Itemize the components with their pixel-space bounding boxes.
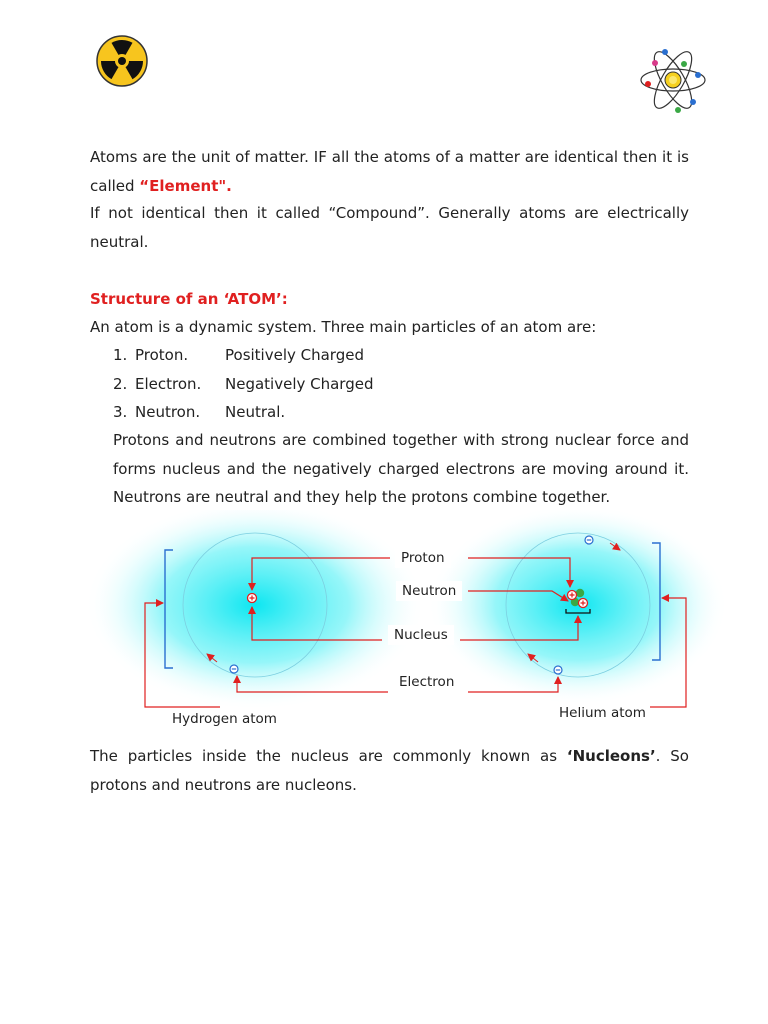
list-item: 3. Neutron. Neutral.: [113, 398, 285, 427]
helium-proton: [568, 591, 577, 600]
list-item: 1. Proton. Positively Charged: [113, 341, 364, 370]
helium-electron: [554, 666, 562, 674]
proton-label: Proton: [395, 548, 451, 568]
particle-charge: Negatively Charged: [225, 375, 374, 393]
hydrogen-atom-label: Hydrogen atom: [172, 711, 277, 727]
helium-glow: [428, 510, 728, 705]
radiation-symbol-icon: [96, 35, 148, 87]
hydrogen-electron: [230, 665, 238, 673]
nucleons-term: ‘Nucleons’: [566, 747, 656, 765]
element-term: “Element".: [139, 176, 232, 195]
particle-charge: Neutral.: [225, 403, 286, 421]
nucleons-paragraph: The particles inside the nucleus are commonly known as ‘Nucleons’. So protons and neutrons are nucleons.: [90, 747, 689, 794]
helium-atom-label: Helium atom: [559, 705, 646, 721]
atom-icon: [638, 44, 708, 116]
hydrogen-glow: [85, 510, 425, 710]
structure-intro: An atom is a dynamic system. Three main particles of an atom are:: [90, 318, 597, 336]
section-heading: Structure of an ‘ATOM’:: [90, 290, 288, 308]
compound-paragraph: If not identical then it called “Compound”. Generally atoms are electrically neutral.: [90, 204, 689, 251]
list-item: 2. Electron. Negatively Charged: [113, 370, 373, 399]
nucleus-description: Protons and neutrons are combined together with strong nuclear force and forms nucleus and the negatively charged electrons are moving around it. Neutrons are neutral and they help the protons combine together.: [113, 431, 689, 506]
particle-charge: Positively Charged: [225, 346, 364, 364]
helium-electron: [585, 536, 593, 544]
neutron-label: Neutron: [396, 581, 462, 601]
particle-name: Neutron.: [135, 403, 201, 421]
particle-name: Proton.: [135, 346, 189, 364]
particle-name: Electron.: [135, 375, 202, 393]
hydrogen-proton: [248, 594, 257, 603]
nucleus-label: Nucleus: [388, 625, 454, 645]
electron-label: Electron: [393, 672, 460, 692]
helium-proton: [579, 599, 588, 608]
intro-paragraph: Atoms are the unit of matter. IF all the atoms of a matter are identical then it is called “Element".: [90, 148, 689, 195]
atom-diagram: [80, 510, 730, 735]
